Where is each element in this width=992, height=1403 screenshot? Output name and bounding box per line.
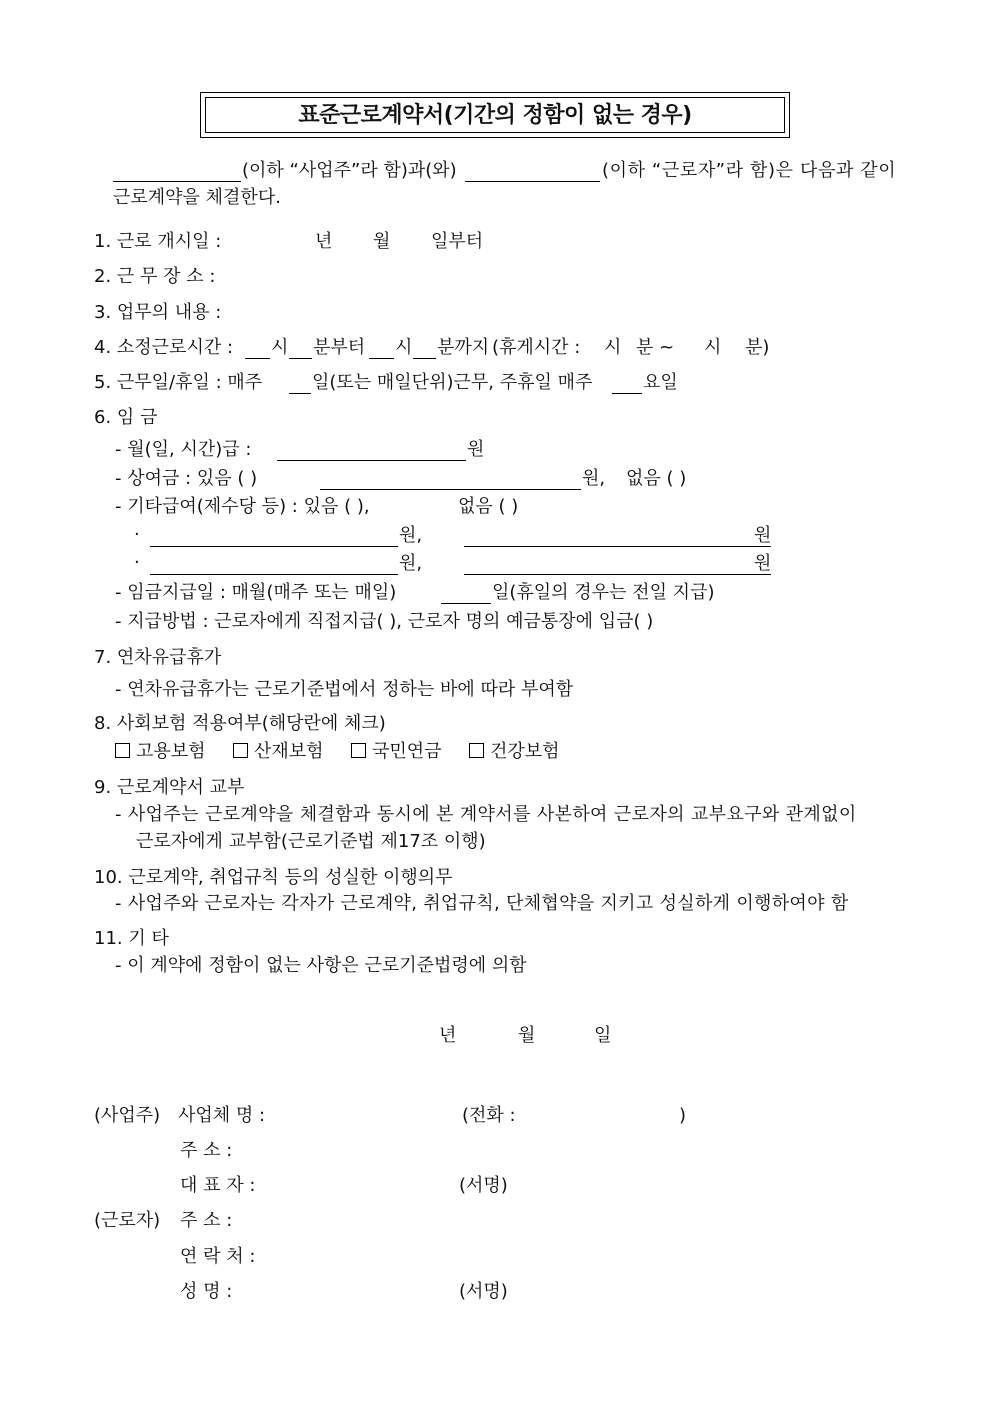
other-pay-item-3-unit: 원, xyxy=(399,553,423,574)
title-box xyxy=(200,92,790,138)
insurance-option-health[interactable] xyxy=(469,740,560,764)
intro-part1: (이하 “사업주”라 함)과(와) xyxy=(242,160,457,181)
other-pay-item-2-blank[interactable] xyxy=(464,546,771,547)
duty-label: 10. 근로계약, 취업규칙 등의 성실한 이행의무 xyxy=(94,867,453,888)
option-label: 산재보험 xyxy=(254,741,324,762)
start-minute-blank[interactable] xyxy=(289,358,312,359)
end-hour-unit: 시 xyxy=(395,337,413,358)
checkbox-employment[interactable] xyxy=(115,743,130,758)
base-wage-blank[interactable] xyxy=(277,460,466,461)
worker-contact-label: 연 락 처 : xyxy=(180,1246,256,1267)
insurance-option-industrial[interactable] xyxy=(233,740,324,764)
employer-phone-label: (전화 : xyxy=(462,1105,516,1126)
break-end-minute: 분) xyxy=(745,337,770,358)
other-pay-item-4-unit: 원 xyxy=(754,553,772,574)
start-date-year: 년 xyxy=(315,231,333,252)
insurance-label: 8. 사회보험 적용여부(해당란에 체크) xyxy=(94,713,386,734)
annual-leave-label: 7. 연차유급휴가 xyxy=(94,647,222,668)
duty-line: - 사업주와 근로자는 각자가 근로계약, 취업규칙, 단체협약을 지키고 성실하게 이행하여야 함 xyxy=(115,893,849,914)
start-date-day: 일부터 xyxy=(431,231,484,252)
intro-part2: (이하 “근로자”라 함)은 다음과 같이 xyxy=(602,160,897,181)
break-start-minute: 분 ~ xyxy=(636,337,675,358)
checkbox-health[interactable] xyxy=(469,743,484,758)
payday-rest: 일(휴일의 경우는 전일 지급) xyxy=(492,582,715,603)
contract-date-month: 월 xyxy=(518,1025,536,1046)
start-minute-unit: 분부터 xyxy=(313,337,366,358)
option-label: 국민연금 xyxy=(372,741,442,762)
contract-delivery-line2: 근로자에게 교부함(근로기준법 제17조 이행) xyxy=(136,831,486,852)
bonus-label: - 상여금 : 있음 ( ) xyxy=(115,468,258,489)
other-pay-item-1-unit: 원, xyxy=(399,525,423,546)
others-line: - 이 계약에 정함이 없는 사항은 근로기준법령에 의함 xyxy=(115,955,527,976)
intro-line2: 근로계약을 체결한다. xyxy=(113,187,281,208)
workdays-label: 5. 근무일/휴일 : 매주 xyxy=(94,372,263,393)
other-pay-label: - 기타급여(제수당 등) : 있음 ( ), xyxy=(115,496,370,517)
bonus-unit: 원, xyxy=(582,468,606,489)
contract-date-year: 년 xyxy=(439,1025,457,1046)
others-label: 11. 기 타 xyxy=(94,928,169,949)
start-date-label: 1. 근로 개시일 : xyxy=(94,231,222,252)
weekly-holiday-blank[interactable] xyxy=(612,393,642,394)
start-hour-blank[interactable] xyxy=(245,358,270,359)
payday-label: - 임금지급일 : 매월(매주 또는 매일) xyxy=(115,582,397,603)
other-pay-bullet-2: · xyxy=(134,552,140,573)
employer-phone-close: ) xyxy=(679,1105,687,1126)
job-description-label: 3. 업무의 내용 : xyxy=(94,302,222,323)
break-time-open: (휴게시간 : xyxy=(492,337,581,358)
employer-rep-label: 대 표 자 : xyxy=(180,1175,256,1196)
employer-tag: (사업주) xyxy=(94,1105,161,1126)
checkbox-industrial[interactable] xyxy=(233,743,248,758)
break-end-hour: 시 xyxy=(704,337,722,358)
base-wage-unit: 원 xyxy=(467,439,485,460)
break-start-hour: 시 xyxy=(604,337,622,358)
other-pay-item-4-blank[interactable] xyxy=(464,574,771,575)
worker-signature[interactable]: (서명) xyxy=(459,1281,508,1302)
weekly-holiday-unit: 요일 xyxy=(643,372,678,393)
bonus-amount-blank[interactable] xyxy=(320,489,581,490)
other-pay-item-1-blank[interactable] xyxy=(150,546,398,547)
document-title: 표준근로계약서(기간의 정함이 없는 경우) xyxy=(205,97,785,133)
insurance-option-employment[interactable] xyxy=(115,740,206,764)
worker-name-label: 성 명 : xyxy=(180,1281,233,1302)
other-pay-none: 없음 ( ) xyxy=(458,496,519,517)
checkbox-pension[interactable] xyxy=(351,743,366,758)
workdays-count-blank[interactable] xyxy=(289,393,311,394)
contract-delivery-label: 9. 근로계약서 교부 xyxy=(94,777,245,798)
end-minute-unit: 분까지 xyxy=(437,337,490,358)
worker-tag: (근로자) xyxy=(94,1210,161,1231)
base-wage-label: - 월(일, 시간)급 : xyxy=(115,439,252,460)
start-date-month: 월 xyxy=(373,231,391,252)
worker-name-blank[interactable] xyxy=(465,181,600,182)
start-hour-unit: 시 xyxy=(271,337,289,358)
contract-date-day: 일 xyxy=(594,1025,612,1046)
employer-signature[interactable]: (서명) xyxy=(459,1175,508,1196)
payday-blank[interactable] xyxy=(441,603,491,604)
workdays-part2: 일(또는 매일단위)근무, 주휴일 매주 xyxy=(312,372,593,393)
end-hour-blank[interactable] xyxy=(369,358,394,359)
employer-address-label: 주 소 : xyxy=(180,1140,233,1161)
option-label: 고용보험 xyxy=(136,741,206,762)
employer-company-label: 사업체 명 : xyxy=(178,1105,266,1126)
other-pay-bullet-1: · xyxy=(134,524,140,545)
insurance-option-pension[interactable] xyxy=(351,740,442,764)
workplace-label: 2. 근 무 장 소 : xyxy=(94,266,216,287)
employer-name-blank[interactable] xyxy=(113,181,241,182)
contract-delivery-line1: - 사업주는 근로계약을 체결함과 동시에 본 계약서를 사본하여 근로자의 교부요구와 관계없이 xyxy=(115,804,857,825)
wage-label: 6. 임 금 xyxy=(94,407,158,428)
end-minute-blank[interactable] xyxy=(413,358,436,359)
other-pay-item-2-unit: 원 xyxy=(754,525,772,546)
option-label: 건강보험 xyxy=(490,741,560,762)
worker-address-label: 주 소 : xyxy=(180,1210,233,1231)
working-hours-label: 4. 소정근로시간 : xyxy=(94,337,234,358)
bonus-none: 없음 ( ) xyxy=(626,468,687,489)
payment-method: - 지급방법 : 근로자에게 직접지급( ), 근로자 명의 예금통장에 입금( ) xyxy=(115,611,654,632)
annual-leave-line: - 연차유급휴가는 근로기준법에서 정하는 바에 따라 부여함 xyxy=(115,679,574,700)
other-pay-item-3-blank[interactable] xyxy=(150,574,398,575)
